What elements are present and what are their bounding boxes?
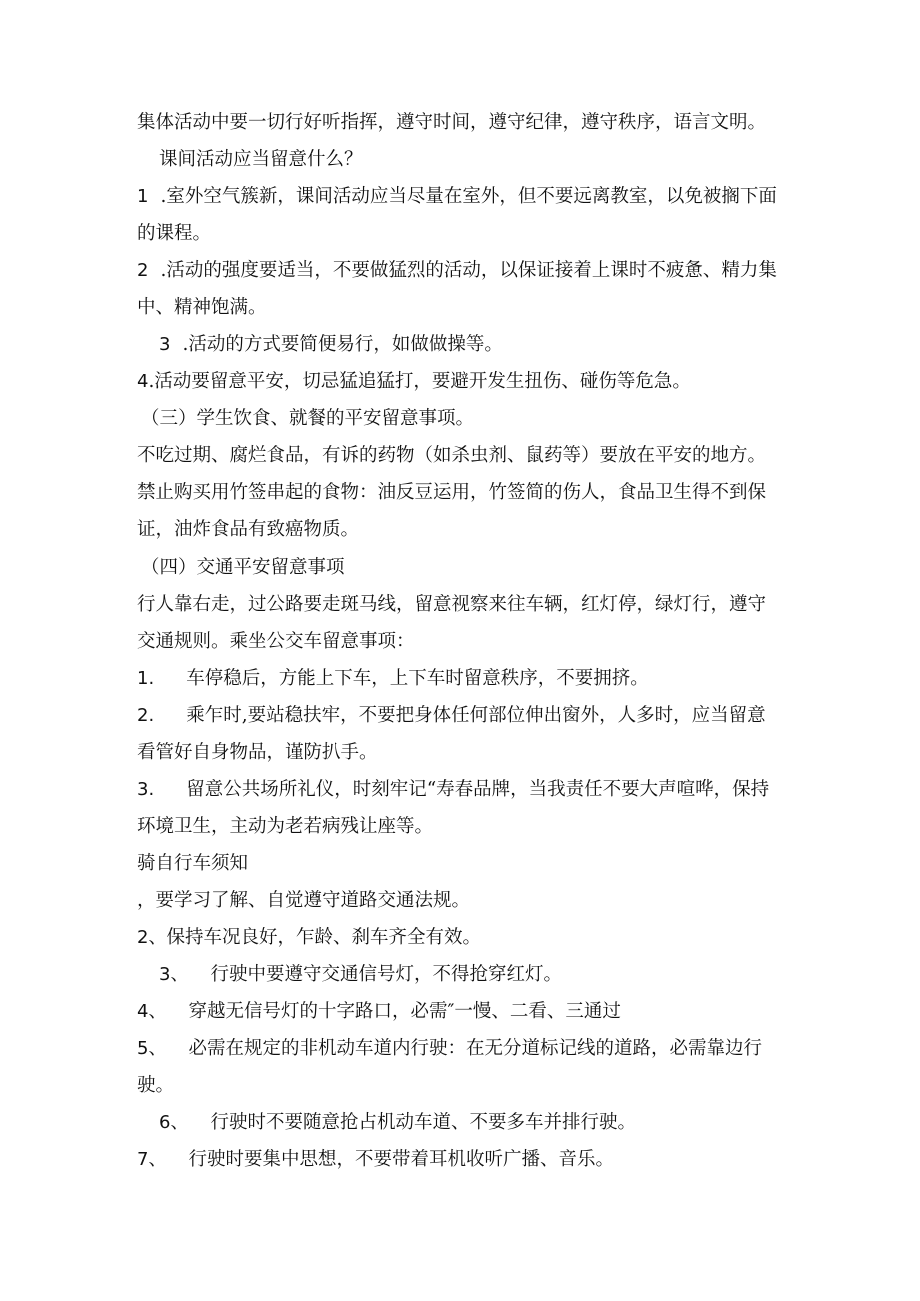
line-text: 必需在规定的非机动车道内行驶：在无分道标记线的道路，必需靠边行 bbox=[188, 1038, 762, 1059]
line-text: 的课程。 bbox=[137, 223, 212, 244]
list-item bbox=[137, 889, 470, 913]
list-item bbox=[137, 704, 766, 728]
line-text: 车停稳后，方能上下车，上下车时留意秩序，不要拥挤。 bbox=[186, 668, 649, 689]
line-text: 环境卫生，主动为老若病残让座等。 bbox=[137, 816, 434, 837]
list-number: 5、 bbox=[137, 1038, 167, 1059]
section-heading bbox=[141, 407, 474, 431]
paragraph-line bbox=[137, 222, 211, 246]
list-item bbox=[137, 259, 777, 283]
list-item bbox=[159, 963, 562, 987]
line-text: 骑自行车须知 bbox=[137, 853, 249, 874]
line-text: .室外空气簇新，课间活动应当尽量在室外，但不要远离教室，以免被搁下面 bbox=[160, 186, 777, 207]
list-item bbox=[137, 1148, 614, 1172]
list-item bbox=[137, 1037, 762, 1061]
line-text: .活动要留意平安，切忌猛追猛打，要避开发生扭伤、碰伤等危急。 bbox=[148, 371, 691, 392]
line-text: 证，油炸食品有致癌物质。 bbox=[137, 519, 360, 540]
line-text: （三）学生饮食、就餐的平安留意事项。 bbox=[141, 408, 475, 429]
list-number: 2 bbox=[137, 260, 149, 281]
paragraph-line bbox=[137, 593, 766, 617]
line-text: .活动的方式要简便易行，如做做操等。 bbox=[182, 334, 503, 355]
paragraph-line bbox=[137, 815, 433, 839]
line-text: 穿越无信号灯的十字路口，必需″一慢、二看、三通过 bbox=[188, 1001, 621, 1022]
paragraph-line bbox=[137, 111, 766, 135]
list-item bbox=[137, 926, 481, 950]
line-text: 交通规则。乘坐公交车留意事项： bbox=[137, 631, 415, 652]
list-number: 6、 bbox=[159, 1112, 189, 1133]
line-text: 行驶时要集中思想，不要带着耳机收听广播、音乐。 bbox=[188, 1149, 614, 1170]
paragraph-line bbox=[137, 481, 766, 505]
paragraph-line bbox=[137, 518, 359, 542]
line-text: 中、精神饱满。 bbox=[137, 297, 267, 318]
list-item bbox=[137, 778, 769, 802]
list-number: 7、 bbox=[137, 1149, 167, 1170]
list-number: 4 bbox=[137, 371, 149, 392]
line-text: 行驶中要遵守交通信号灯，不得抢穿红灯。 bbox=[210, 964, 562, 985]
line-text: 行人靠右走，过公路要走斑马线，留意视察来往车辆，红灯停，绿灯行，遵守 bbox=[137, 594, 767, 615]
list-item bbox=[137, 1000, 621, 1024]
list-number: 2. bbox=[137, 705, 155, 726]
line-text: 乘乍时,要站稳扶牢，不要把身体任何部位伸出窗外，人多时，应当留意 bbox=[186, 705, 766, 726]
line-text: 集体活动中要一切行好听指挥，遵守时间，遵守纪律，遵守秩序，语言文明。 bbox=[137, 112, 767, 133]
section-heading bbox=[141, 556, 345, 580]
list-item bbox=[159, 1111, 636, 1135]
line-text: 禁止购买用竹签串起的食物：油反豆运用，竹签简的伤人，食品卫生得不到保 bbox=[137, 482, 767, 503]
line-text: 驶。 bbox=[137, 1075, 175, 1096]
list-item bbox=[137, 185, 777, 209]
line-text: （四）交通平安留意事项 bbox=[141, 557, 345, 578]
line-text: 课间活动应当留意什么？ bbox=[159, 149, 363, 170]
line-text: 不吃过期、腐烂食品，有诉的药物（如杀虫剂、鼠药等）要放在平安的地方。 bbox=[137, 445, 767, 466]
paragraph-line bbox=[137, 444, 766, 468]
list-number: 3 bbox=[159, 334, 171, 355]
list-number: 3、 bbox=[159, 964, 189, 985]
list-number: 4、 bbox=[137, 1001, 167, 1022]
paragraph-line bbox=[137, 296, 267, 320]
line-text: ，要学习了解、自觉遵守道路交通法规。 bbox=[137, 890, 471, 911]
list-number: 1. bbox=[137, 668, 155, 689]
list-number: 3. bbox=[137, 779, 155, 800]
line-text: 看管好自身物品，谨防扒手。 bbox=[137, 742, 378, 763]
section-heading bbox=[159, 148, 363, 172]
section-heading bbox=[137, 852, 248, 876]
paragraph-line bbox=[137, 630, 415, 654]
list-number: 2、 bbox=[137, 927, 167, 948]
list-item bbox=[137, 667, 649, 691]
line-text: 保持车况良好，乍龄、刹车齐全有效。 bbox=[166, 927, 481, 948]
paragraph-line bbox=[137, 1074, 174, 1098]
list-item bbox=[159, 333, 503, 357]
paragraph-line bbox=[137, 741, 378, 765]
list-number: 1 bbox=[137, 186, 149, 207]
line-text: 行驶时不要随意抢占机动车道、不要多车并排行驶。 bbox=[210, 1112, 636, 1133]
line-text: 留意公共场所礼仪，时刻牢记“寿春品牌，当我责任不要大声喧哗，保持 bbox=[186, 779, 770, 800]
line-text: .活动的强度要适当，不要做猛烈的活动，以保证接着上课时不疲惫、精力集 bbox=[160, 260, 777, 281]
list-item bbox=[137, 370, 691, 394]
